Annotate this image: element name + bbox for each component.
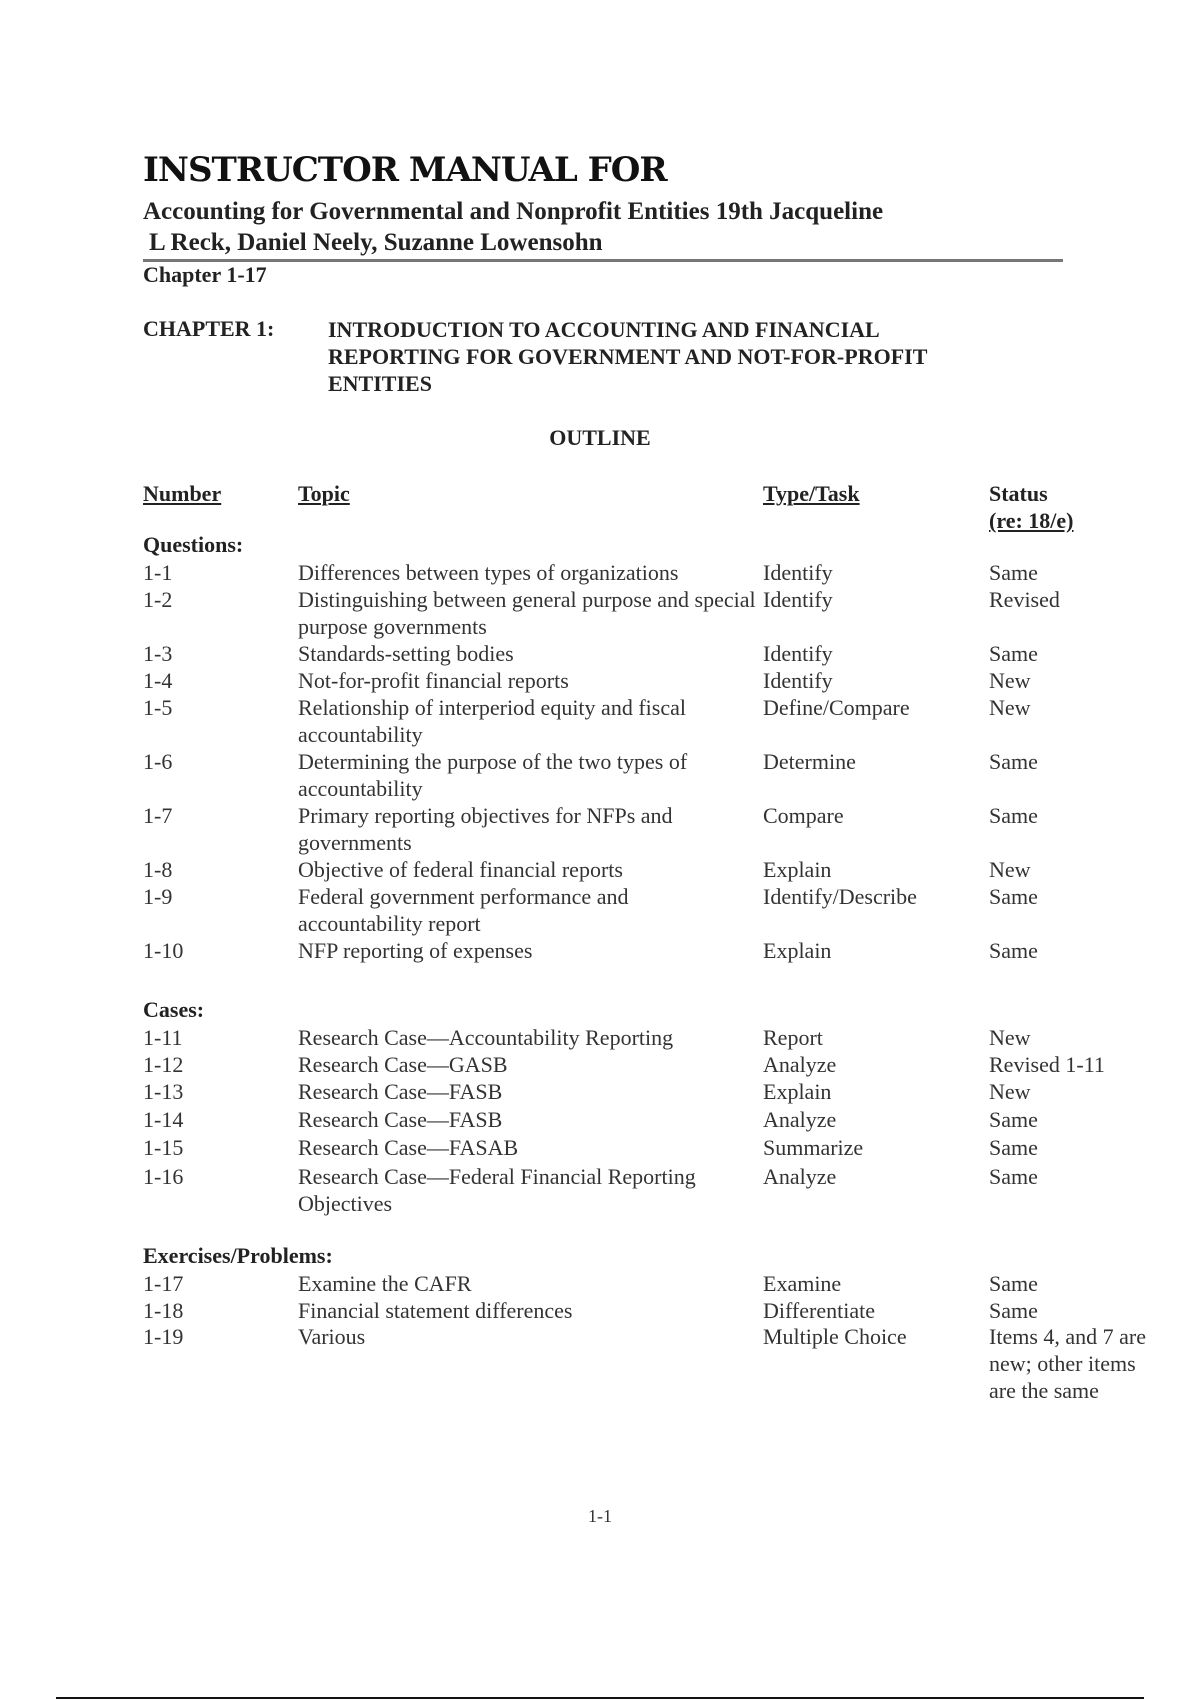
row-topic: Research Case—FASAB (298, 1135, 519, 1160)
column-header-type: Type/Task (763, 481, 860, 506)
row-number: 1-9 (143, 884, 173, 909)
row-status: New (989, 668, 1031, 693)
row-topic: NFP reporting of expenses (298, 938, 533, 963)
row-topic: Research Case—Federal Financial Reporting Objectives (298, 1164, 696, 1216)
row-status: Same (989, 1271, 1038, 1296)
row-topic: Research Case—Accountability Reporting (298, 1025, 674, 1050)
row-type: Determine (763, 749, 856, 774)
row-type: Examine (763, 1271, 842, 1296)
row-topic: Primary reporting objectives for NFPs and governments (298, 803, 673, 855)
section-label: Questions: (143, 532, 244, 557)
row-type: Define/Compare (763, 695, 910, 720)
row-number: 1-8 (143, 857, 173, 882)
row-number: 1-12 (143, 1052, 184, 1077)
row-type: Explain (763, 938, 832, 963)
row-topic: Financial statement differences (298, 1298, 573, 1323)
row-type: Analyze (763, 1164, 837, 1189)
column-header-status-sub: (re: 18/e) (989, 508, 1074, 533)
row-number: 1-18 (143, 1298, 184, 1323)
row-topic: Objective of federal financial reports (298, 857, 623, 882)
row-type: Differentiate (763, 1298, 875, 1323)
row-number: 1-15 (143, 1135, 184, 1160)
row-type: Compare (763, 803, 844, 828)
row-number: 1-16 (143, 1164, 184, 1189)
column-header-number: Number (143, 481, 222, 506)
row-type: Analyze (763, 1052, 837, 1077)
section-label: Exercises/Problems: (143, 1243, 333, 1268)
chapter-label: CHAPTER 1: (143, 316, 275, 341)
row-status: Same (989, 1107, 1038, 1132)
row-number: 1-7 (143, 803, 173, 828)
footer-rule (56, 1697, 1144, 1699)
row-topic: Standards-setting bodies (298, 641, 514, 666)
row-type: Summarize (763, 1135, 864, 1160)
row-number: 1-10 (143, 938, 184, 963)
row-status: Same (989, 884, 1038, 909)
row-topic: Differences between types of organizations (298, 560, 679, 585)
chapter-title-line-3: ENTITIES (328, 371, 432, 396)
row-type: Identify (763, 587, 833, 612)
row-type: Multiple Choice (763, 1324, 907, 1349)
row-type: Report (763, 1025, 823, 1050)
row-status: New (989, 695, 1031, 720)
row-status: Same (989, 1164, 1038, 1189)
row-topic: Federal government performance and accountability report (298, 884, 629, 936)
row-topic: Relationship of interperiod equity and fiscal accountability (298, 695, 686, 747)
row-status: Items 4, and 7 are new; other items are the same (989, 1324, 1146, 1403)
row-status: Revised (989, 587, 1060, 612)
row-topic: Research Case—GASB (298, 1052, 508, 1077)
row-status: Revised 1-11 (989, 1052, 1105, 1077)
row-status: New (989, 1079, 1031, 1104)
outline-heading: OUTLINE (549, 425, 651, 450)
row-status: Same (989, 641, 1038, 666)
row-type: Identify (763, 641, 833, 666)
row-topic: Research Case—FASB (298, 1107, 503, 1132)
row-status: Same (989, 1135, 1038, 1160)
row-number: 1-17 (143, 1271, 184, 1296)
row-status: Same (989, 560, 1038, 585)
row-type: Explain (763, 1079, 832, 1104)
row-number: 1-13 (143, 1079, 184, 1104)
row-number: 1-11 (143, 1025, 183, 1050)
row-number: 1-6 (143, 749, 173, 774)
row-topic: Determining the purpose of the two types of accountability (298, 749, 688, 801)
manual-title: INSTRUCTOR MANUAL FOR (143, 150, 667, 190)
row-status: Same (989, 749, 1038, 774)
row-number: 1-1 (143, 560, 173, 585)
row-number: 1-5 (143, 695, 173, 720)
section-label: Cases: (143, 997, 205, 1022)
row-number: 1-2 (143, 587, 173, 612)
row-type: Explain (763, 857, 832, 882)
row-type: Analyze (763, 1107, 837, 1132)
row-topic: Distinguishing between general purpose and special purpose governments (298, 587, 756, 639)
row-topic: Various (298, 1324, 366, 1349)
column-header-topic: Topic (298, 481, 350, 506)
row-number: 1-14 (143, 1107, 184, 1132)
subtitle-line-2: L Reck, Daniel Neely, Suzanne Lowensohn (149, 229, 603, 256)
chapter-title-line-2: REPORTING FOR GOVERNMENT AND NOT-FOR-PROFIT (328, 344, 928, 369)
chapter-title-line-1: INTRODUCTION TO ACCOUNTING AND FINANCIAL (328, 317, 880, 342)
row-number: 1-19 (143, 1324, 184, 1349)
row-topic: Not-for-profit financial reports (298, 668, 569, 693)
chapter-range: Chapter 1-17 (143, 262, 267, 287)
row-type: Identify/Describe (763, 884, 917, 909)
row-status: Same (989, 938, 1038, 963)
row-topic: Research Case—FASB (298, 1079, 503, 1104)
row-status: New (989, 857, 1031, 882)
page-number: 1-1 (588, 1506, 612, 1526)
row-number: 1-3 (143, 641, 173, 666)
row-status: New (989, 1025, 1031, 1050)
row-type: Identify (763, 668, 833, 693)
row-status: Same (989, 1298, 1038, 1323)
row-status: Same (989, 803, 1038, 828)
row-topic: Examine the CAFR (298, 1271, 472, 1296)
row-type: Identify (763, 560, 833, 585)
subtitle-line-1: Accounting for Governmental and Nonprofit Entities 19th Jacqueline (143, 198, 884, 225)
column-header-status: Status (989, 481, 1048, 506)
row-number: 1-4 (143, 668, 173, 693)
